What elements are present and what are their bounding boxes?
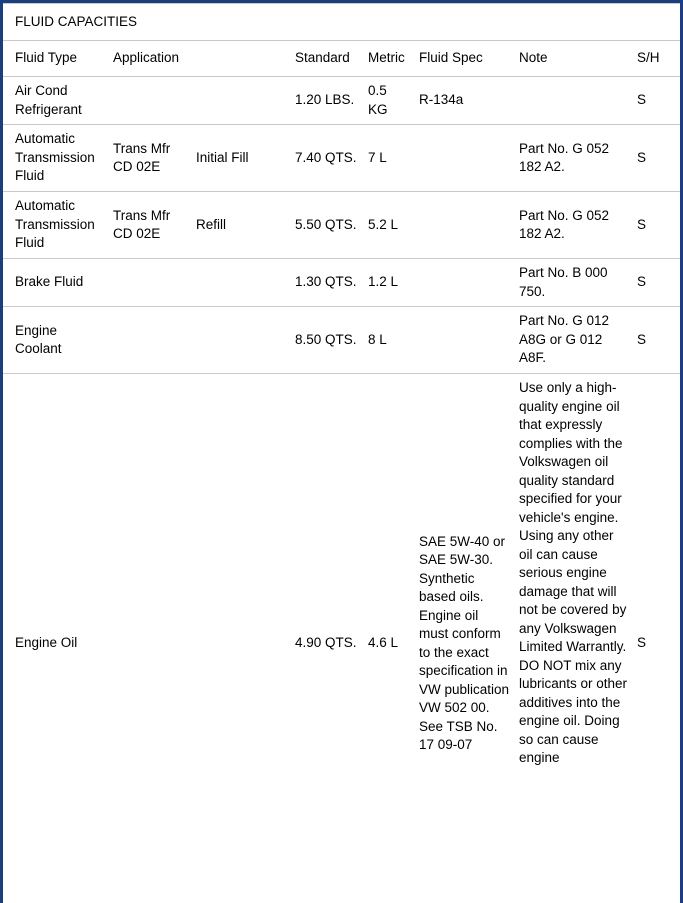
header-fluid-type: Fluid Type [3, 49, 109, 68]
table-row [3, 77, 680, 125]
table-row [3, 374, 680, 903]
fluid-spec-cell: SAE 5W-40 or SAE 5W-30. Synthetic based oils. Engine oil must conform to the exact specification in VW publication VW 502 00. See TSB No. 17 09-07 [415, 533, 516, 755]
note-cell: Part No. G 012 A8G or G 012 A8F. [516, 312, 634, 368]
header-application: Application [109, 49, 291, 68]
note-cell: Part No. B 000 750. [516, 264, 634, 301]
sh-cell: S [634, 149, 680, 168]
fluid-spec-cell: R-134a [415, 91, 516, 110]
fluid-type-cell: Engine Oil [3, 634, 109, 653]
metric-cell: 4.6 L [364, 634, 415, 653]
fluid-capacities-table [3, 3, 680, 903]
table-row [3, 259, 680, 307]
application-cell: Trans Mfr CD 02E [109, 140, 193, 177]
sh-cell: S [634, 331, 680, 350]
sh-cell: S [634, 273, 680, 292]
header-fluid-spec: Fluid Spec [415, 49, 516, 68]
application-detail-cell: Initial Fill [193, 149, 291, 168]
application-detail-cell: Refill [193, 216, 291, 235]
note-cell: Use only a high-quality engine oil that expressly complies with the Volkswagen oil quality standard specified for your vehicle's engine. Using any other oil can cause serious engine damage that will not be covered by any Volkswagen Limited Warrantly. DO NOT mix any lubricants or other additives into the engine oil. Doing so can cause engine [516, 379, 634, 768]
sh-cell: S [634, 634, 680, 653]
fluid-type-cell: Brake Fluid [3, 273, 109, 292]
standard-cell: 4.90 QTS. [291, 634, 364, 653]
sh-cell: S [634, 216, 680, 235]
fluid-type-cell: Air Cond Refrigerant [3, 82, 109, 119]
fluid-type-cell: Automatic Transmission Fluid [3, 130, 109, 186]
header-row [3, 41, 680, 77]
note-cell: Part No. G 052 182 A2. [516, 140, 634, 177]
metric-cell: 5.2 L [364, 216, 415, 235]
standard-cell: 7.40 QTS. [291, 149, 364, 168]
standard-cell: 1.20 LBS. [291, 91, 364, 110]
table-row [3, 192, 680, 259]
standard-cell: 1.30 QTS. [291, 273, 364, 292]
table-row [3, 307, 680, 374]
metric-cell: 0.5 KG [364, 82, 415, 119]
table-row [3, 125, 680, 192]
metric-cell: 1.2 L [364, 273, 415, 292]
header-sh: S/H [634, 49, 680, 68]
standard-cell: 5.50 QTS. [291, 216, 364, 235]
metric-cell: 8 L [364, 331, 415, 350]
header-metric: Metric [364, 49, 415, 68]
header-standard: Standard [291, 49, 364, 68]
header-note: Note [516, 49, 634, 68]
application-cell: Trans Mfr CD 02E [109, 207, 193, 244]
sh-cell: S [634, 91, 680, 110]
metric-cell: 7 L [364, 149, 415, 168]
standard-cell: 8.50 QTS. [291, 331, 364, 350]
fluid-type-cell: Automatic Transmission Fluid [3, 197, 109, 253]
note-cell: Part No. G 052 182 A2. [516, 207, 634, 244]
fluid-type-cell: Engine Coolant [3, 322, 109, 359]
table-title: FLUID CAPACITIES [3, 4, 680, 41]
